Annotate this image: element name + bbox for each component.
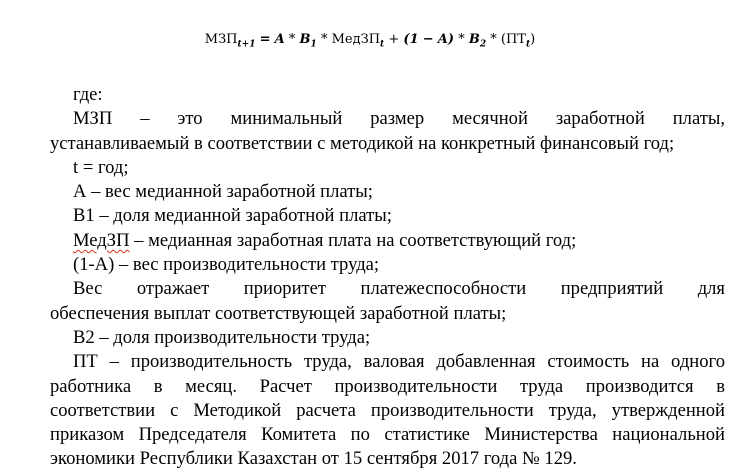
- b2-definition: В2 – доля производительности труда;: [73, 326, 371, 348]
- formula-lhs-subscript: t+1: [237, 39, 256, 50]
- formula-multiply-4: *: [490, 32, 497, 47]
- formula-minus: −: [422, 32, 434, 47]
- formula-multiply-3: *: [458, 32, 465, 47]
- formula-coefficient-b2: B: [468, 32, 480, 47]
- medzp-definition-rest: – медианная заработная плата на соответствующий год;: [129, 229, 577, 251]
- medzp-definition: [50, 229, 725, 253]
- formula-pt-subscript: t: [525, 39, 531, 50]
- formula-medzp: МедЗП: [331, 32, 381, 47]
- formula-coefficient-b1: B: [299, 32, 311, 47]
- formula-b1-subscript: 1: [310, 39, 317, 50]
- spellcheck-underlined-word[interactable]: МедЗП: [73, 229, 130, 251]
- formula-lhs: МЗП: [204, 32, 238, 47]
- mzp-definition-line-1: МЗП – это минимальный размер месячной заработной платы,: [73, 108, 725, 130]
- pt-definition-line-2: работника в месяц. Расчет производительности труда производится в: [50, 375, 725, 397]
- t-definition: t = год;: [73, 156, 129, 178]
- pt-definition-line-1: ПТ – производительность труда, валовая добавленная стоимость на одного: [73, 351, 725, 373]
- formula-paren-open: (: [403, 32, 410, 47]
- document-body: [50, 83, 725, 472]
- formula-coefficient-a: A: [274, 32, 285, 47]
- formula-coefficient-a-2: A: [437, 32, 448, 47]
- formula-multiply-1: *: [288, 32, 296, 47]
- pt-definition-line-3: соответствии с Методикой расчета производительности труда, утвержденной: [50, 399, 725, 421]
- formula-pt-open: (ПТ: [500, 32, 526, 47]
- b1-definition: В1 – доля медианной заработной платы;: [73, 205, 392, 227]
- pt-definition-line-5: экономики Республики Казахстан от 15 сентября 2017 года № 129.: [50, 448, 577, 470]
- formula-equals: =: [259, 32, 271, 47]
- formula-one: 1: [409, 32, 419, 47]
- formula-medzp-subscript: t: [380, 39, 385, 50]
- a-definition: А – вес медианной заработной платы;: [73, 181, 373, 203]
- weight-definition-line-1: Вес отражает приоритет платежеспособности предприятий для: [73, 278, 725, 300]
- where-label: где:: [73, 84, 103, 105]
- formula-plus: +: [388, 32, 400, 47]
- formula: [0, 30, 740, 55]
- formula-b2-subscript: 2: [479, 39, 487, 50]
- one-minus-a-definition: (1-А) – вес производительности труда;: [73, 254, 380, 276]
- mzp-definition-line-2: устанавливаемый в соответствии с методикой на конкретный финансовый год;: [50, 132, 675, 154]
- pt-definition-line-4: приказом Председателя Комитета по статистике Министерства национальной: [50, 424, 725, 446]
- formula-paren-close: ): [447, 32, 455, 47]
- weight-definition-line-2: обеспечения выплат соответствующей заработной платы;: [50, 302, 507, 324]
- formula-multiply-2: *: [320, 32, 328, 47]
- formula-pt-close: ): [530, 32, 536, 47]
